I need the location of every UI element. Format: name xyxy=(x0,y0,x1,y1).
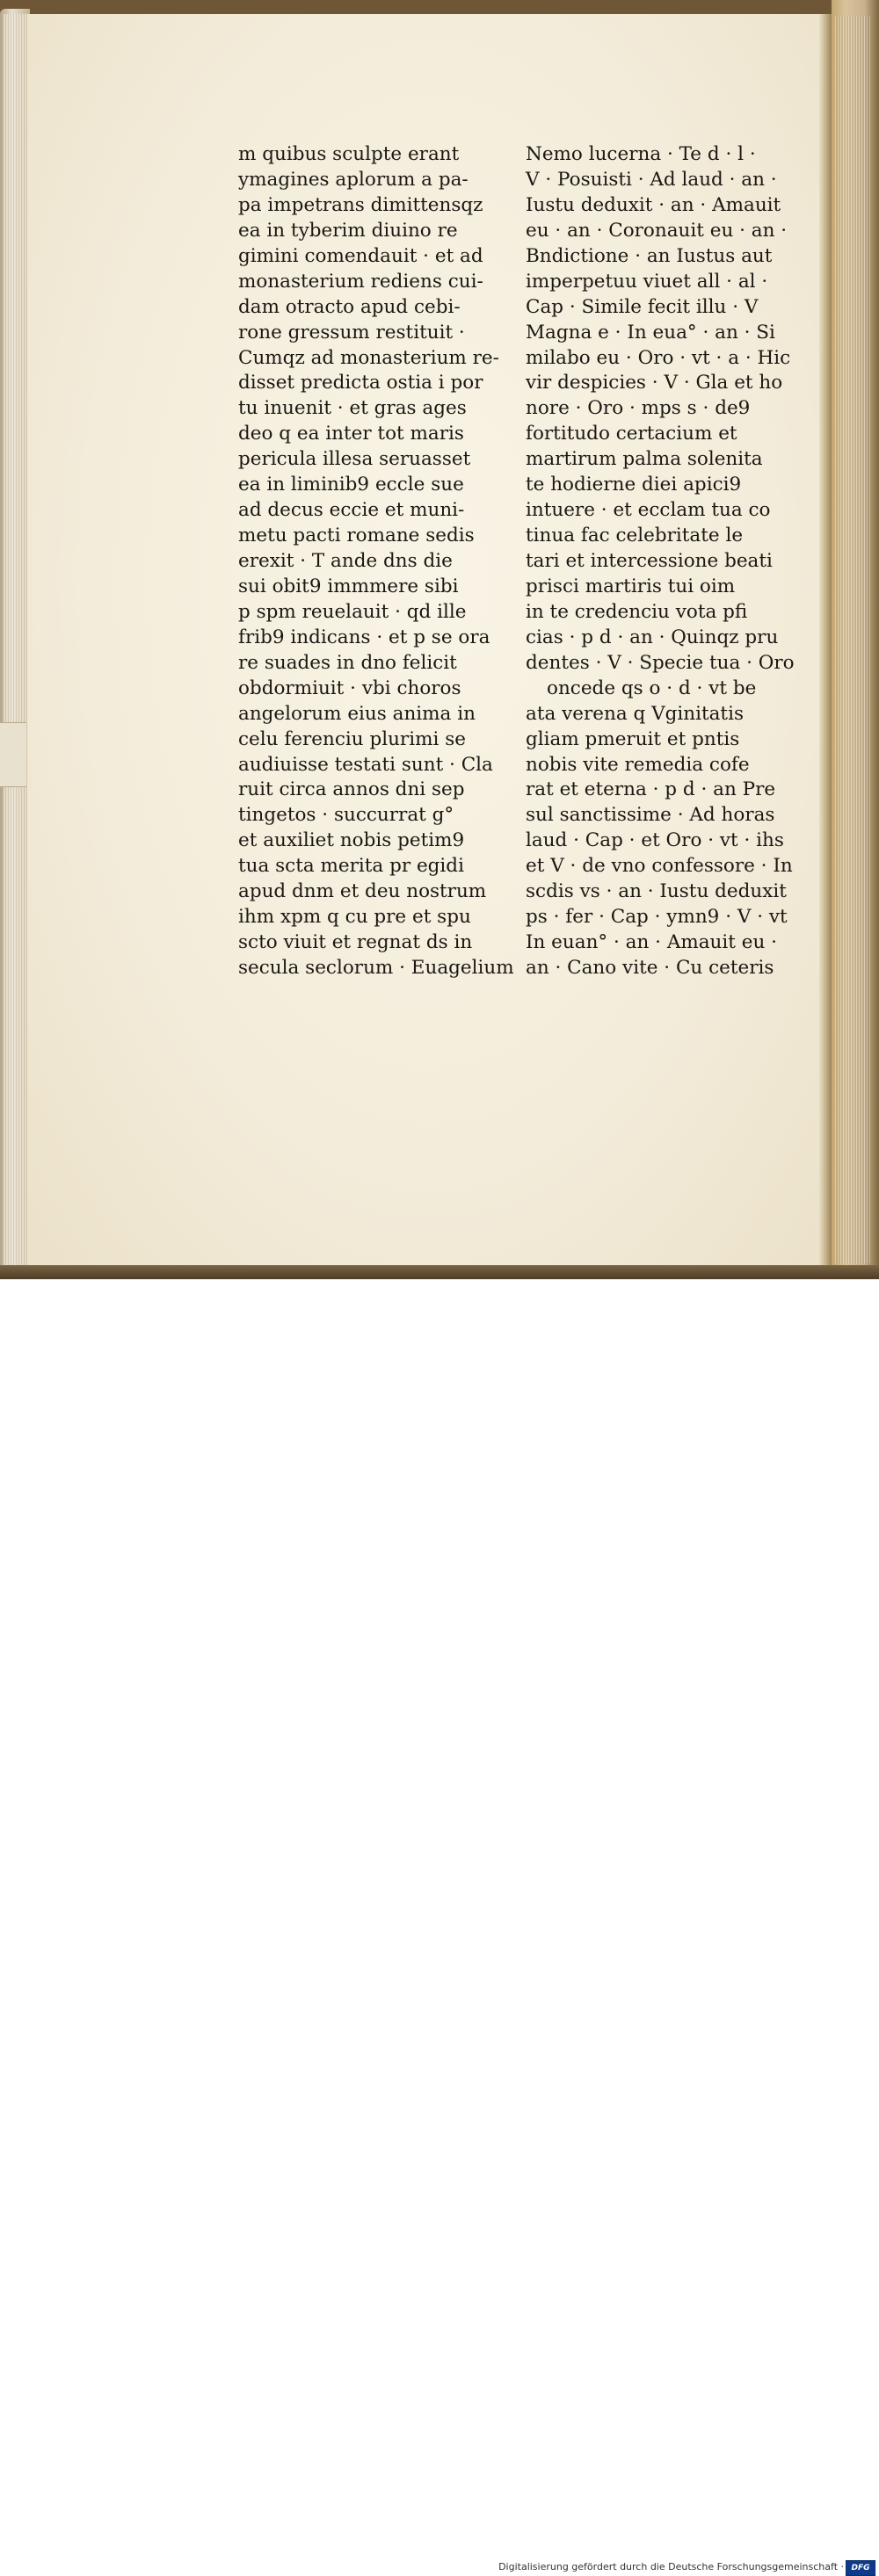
text-line: tari et intercessione beati xyxy=(526,550,773,572)
text-line: sul sanctissime · Ad horas xyxy=(526,804,775,827)
text-line: metu pacti romane sedis xyxy=(238,525,475,547)
text-line: Cap · Simile fecit illu · V xyxy=(526,295,759,318)
text-line: ea in liminib9 eccle sue xyxy=(238,474,464,496)
text-line: monasterium rediens cui- xyxy=(238,270,483,293)
text-line: in te credenciu vota pfi xyxy=(526,600,748,623)
text-line: celu ferenciu plurimi se xyxy=(238,727,466,750)
text-line: an · Cano vite · Cu ceteris xyxy=(526,957,774,979)
text-line: intuere · et ecclam tua co xyxy=(526,499,771,522)
text-line: martirum palma solenita xyxy=(526,448,763,471)
text-line: obdormiuit · vbi choros xyxy=(238,677,461,699)
text-line: m quibus sculpte erant xyxy=(238,143,460,165)
text-line: dentes · V · Specie tua · Oro xyxy=(526,651,795,674)
text-line: V · Posuisti · Ad laud · an · xyxy=(526,168,777,191)
text-line: tinua fac celebritate le xyxy=(526,525,744,547)
text-line: ymagines aplorum a pa- xyxy=(238,168,469,191)
text-line: cias · p d · an · Quinqz pru xyxy=(526,626,779,648)
text-line: nobis vite remedia cofe xyxy=(526,753,750,776)
footer-bar xyxy=(0,1279,879,2572)
text-line: erexit · T ande dns die xyxy=(238,550,453,572)
text-line: pericula illesa seruasset xyxy=(238,448,471,471)
text-line: p spm reuelauit · qd ille xyxy=(238,600,467,623)
funding-credit: Digitalisierung gefördert durch die Deutsche Forschungsgemeinschaft · xyxy=(498,2561,844,2572)
text-line: tua scta merita pr egidi xyxy=(238,855,464,878)
text-line: prisci martiris tui oim xyxy=(526,575,736,597)
text-line: Bndictione · an Iustus aut xyxy=(526,244,773,267)
text-line: tingetos · succurrat g° xyxy=(238,804,454,827)
text-line: re suades in dno felicit xyxy=(238,651,457,674)
text-line: apud dnm et deu nostrum xyxy=(238,880,487,903)
text-line: Cumqz ad monasterium re- xyxy=(238,346,499,369)
text-line: scdis vs · an · Iustu deduxit xyxy=(526,880,787,903)
text-line: rat et eterna · p d · an Pre xyxy=(526,778,776,801)
text-line: Magna e · In eua° · an · Si xyxy=(526,321,775,344)
text-line: rone gressum restituit · xyxy=(238,321,465,344)
bottom-binding xyxy=(0,1265,879,1279)
text-line: ruit circa annos dni sep xyxy=(238,778,465,801)
text-line: frib9 indicans · et p se ora xyxy=(238,626,490,648)
left-text-column xyxy=(238,142,514,981)
text-line: dam otracto apud cebi- xyxy=(238,295,461,318)
text-line: angelorum eius anima in xyxy=(238,702,476,725)
text-line: et V · de vno confessore · In xyxy=(526,855,793,878)
text-line: ihm xpm q cu pre et spu xyxy=(238,906,471,929)
text-line: sui obit9 immmere sibi xyxy=(238,575,459,597)
text-line: audiuisse testati sunt · Cla xyxy=(238,753,493,776)
text-line: ea in tyberim diuino re xyxy=(238,219,458,242)
text-line: eu · an · Coronauit eu · an · xyxy=(526,219,788,242)
text-line: ps · fer · Cap · ymn9 · V · vt xyxy=(526,906,788,929)
text-line: gliam pmeruit et pntis xyxy=(526,727,740,750)
text-line: fortitudo certacium et xyxy=(526,423,737,445)
text-line: deo q ea inter tot maris xyxy=(238,423,464,445)
text-line: Iustu deduxit · an · Amauit xyxy=(526,193,781,216)
text-line: te hodierne diei apici9 xyxy=(526,474,742,496)
text-line: gimini comendauit · et ad xyxy=(238,244,483,267)
right-text-column xyxy=(526,142,795,981)
text-line: et auxiliet nobis petim9 xyxy=(238,829,465,852)
text-line: nore · Oro · mps s · de9 xyxy=(526,397,751,420)
dfg-logo: DFG xyxy=(846,2560,875,2576)
text-line: secula seclorum · Euagelium xyxy=(238,957,514,979)
right-page-edge-lines xyxy=(835,16,870,1263)
text-line: ad decus eccie et muni- xyxy=(238,499,465,522)
text-line: pa impetrans dimittensqz xyxy=(238,193,483,216)
book-gutter xyxy=(819,14,832,1276)
text-line: laud · Cap · et Oro · vt · ihs xyxy=(526,829,784,852)
book-scan xyxy=(0,0,879,1279)
text-line: In euan° · an · Amauit eu · xyxy=(526,931,777,954)
text-line: vir despicies · V · Gla et ho xyxy=(526,372,783,394)
text-line: tu inuenit · et gras ages xyxy=(238,397,467,420)
text-line: Nemo lucerna · Te d · l · xyxy=(526,143,756,165)
text-line: ata verena q Vginitatis xyxy=(526,702,744,725)
text-line: oncede qs o · d · vt be xyxy=(547,677,757,699)
text-line: milabo eu · Oro · vt · a · Hic xyxy=(526,346,791,369)
text-line: imperpetuu viuet all · al · xyxy=(526,270,768,293)
left-page-edges xyxy=(4,14,26,1270)
text-line: disset predicta ostia i por xyxy=(238,372,483,394)
text-line: scto viuit et regnat ds in xyxy=(238,931,473,954)
